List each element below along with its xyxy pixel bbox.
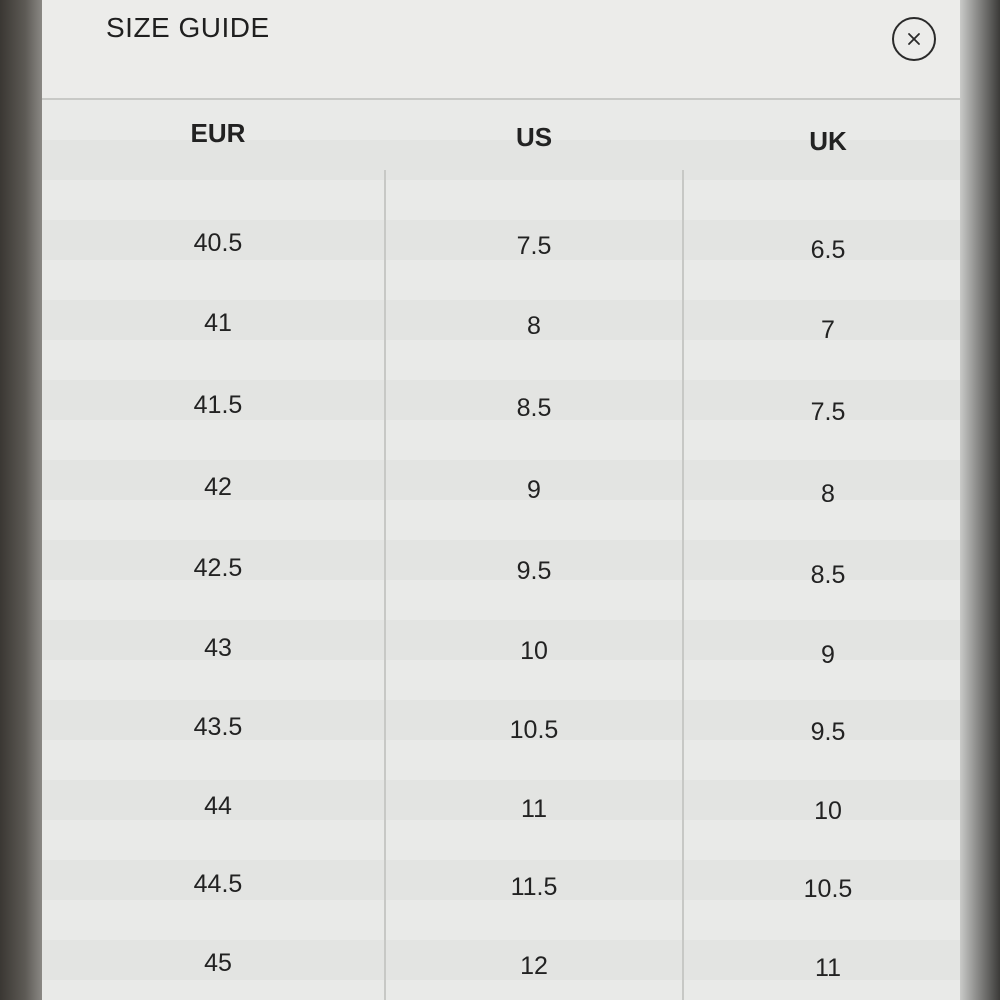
size-cell-eur: 44.5 — [193, 870, 243, 898]
close-icon — [906, 31, 922, 47]
close-button[interactable] — [892, 17, 936, 61]
size-cell-us: 10 — [520, 637, 548, 665]
size-cell-uk: 11 — [815, 954, 841, 982]
size-cell-eur: 43 — [204, 634, 232, 662]
modal-header — [42, 0, 960, 100]
device-frame-left — [0, 0, 42, 1000]
size-cell-us: 12 — [520, 952, 548, 980]
size-cell-uk: 10.5 — [803, 875, 853, 903]
size-cell-eur: 43.5 — [193, 713, 243, 741]
size-cell-eur: 45 — [204, 949, 232, 977]
size-cell-uk: 10 — [814, 797, 842, 825]
size-cell-us: 10.5 — [509, 716, 559, 744]
column-header-uk: UK — [809, 126, 847, 156]
size-cell-uk: 7.5 — [810, 398, 846, 426]
size-cell-eur: 42.5 — [193, 554, 243, 582]
size-cell-us: 8.5 — [516, 394, 552, 422]
size-cell-us: 8 — [527, 312, 541, 340]
size-cell-eur: 42 — [204, 473, 232, 501]
column-header-us: US — [515, 122, 553, 152]
size-cell-uk: 6.5 — [810, 236, 846, 264]
column-header-eur: EUR — [190, 118, 246, 148]
size-cell-uk: 9 — [821, 641, 835, 669]
size-cell-eur: 41 — [204, 309, 232, 337]
size-cell-eur: 40.5 — [193, 229, 243, 257]
size-cell-us: 9 — [527, 476, 541, 504]
modal-title: SIZE GUIDE — [106, 12, 270, 43]
size-guide-modal — [42, 0, 960, 1000]
column-divider — [682, 170, 684, 1000]
size-cell-uk: 8.5 — [810, 561, 846, 589]
size-cell-us: 11.5 — [510, 873, 558, 901]
size-cell-uk: 8 — [821, 480, 835, 508]
size-cell-eur: 41.5 — [193, 391, 243, 419]
size-cell-uk: 9.5 — [810, 718, 846, 746]
size-cell-uk: 7 — [821, 316, 835, 344]
size-cell-us: 9.5 — [516, 557, 552, 585]
size-cell-us: 11 — [521, 795, 547, 823]
size-table — [42, 100, 960, 1000]
size-cell-eur: 44 — [204, 792, 232, 820]
size-cell-us: 7.5 — [516, 232, 552, 260]
column-divider — [384, 170, 386, 1000]
device-frame-right — [960, 0, 1000, 1000]
